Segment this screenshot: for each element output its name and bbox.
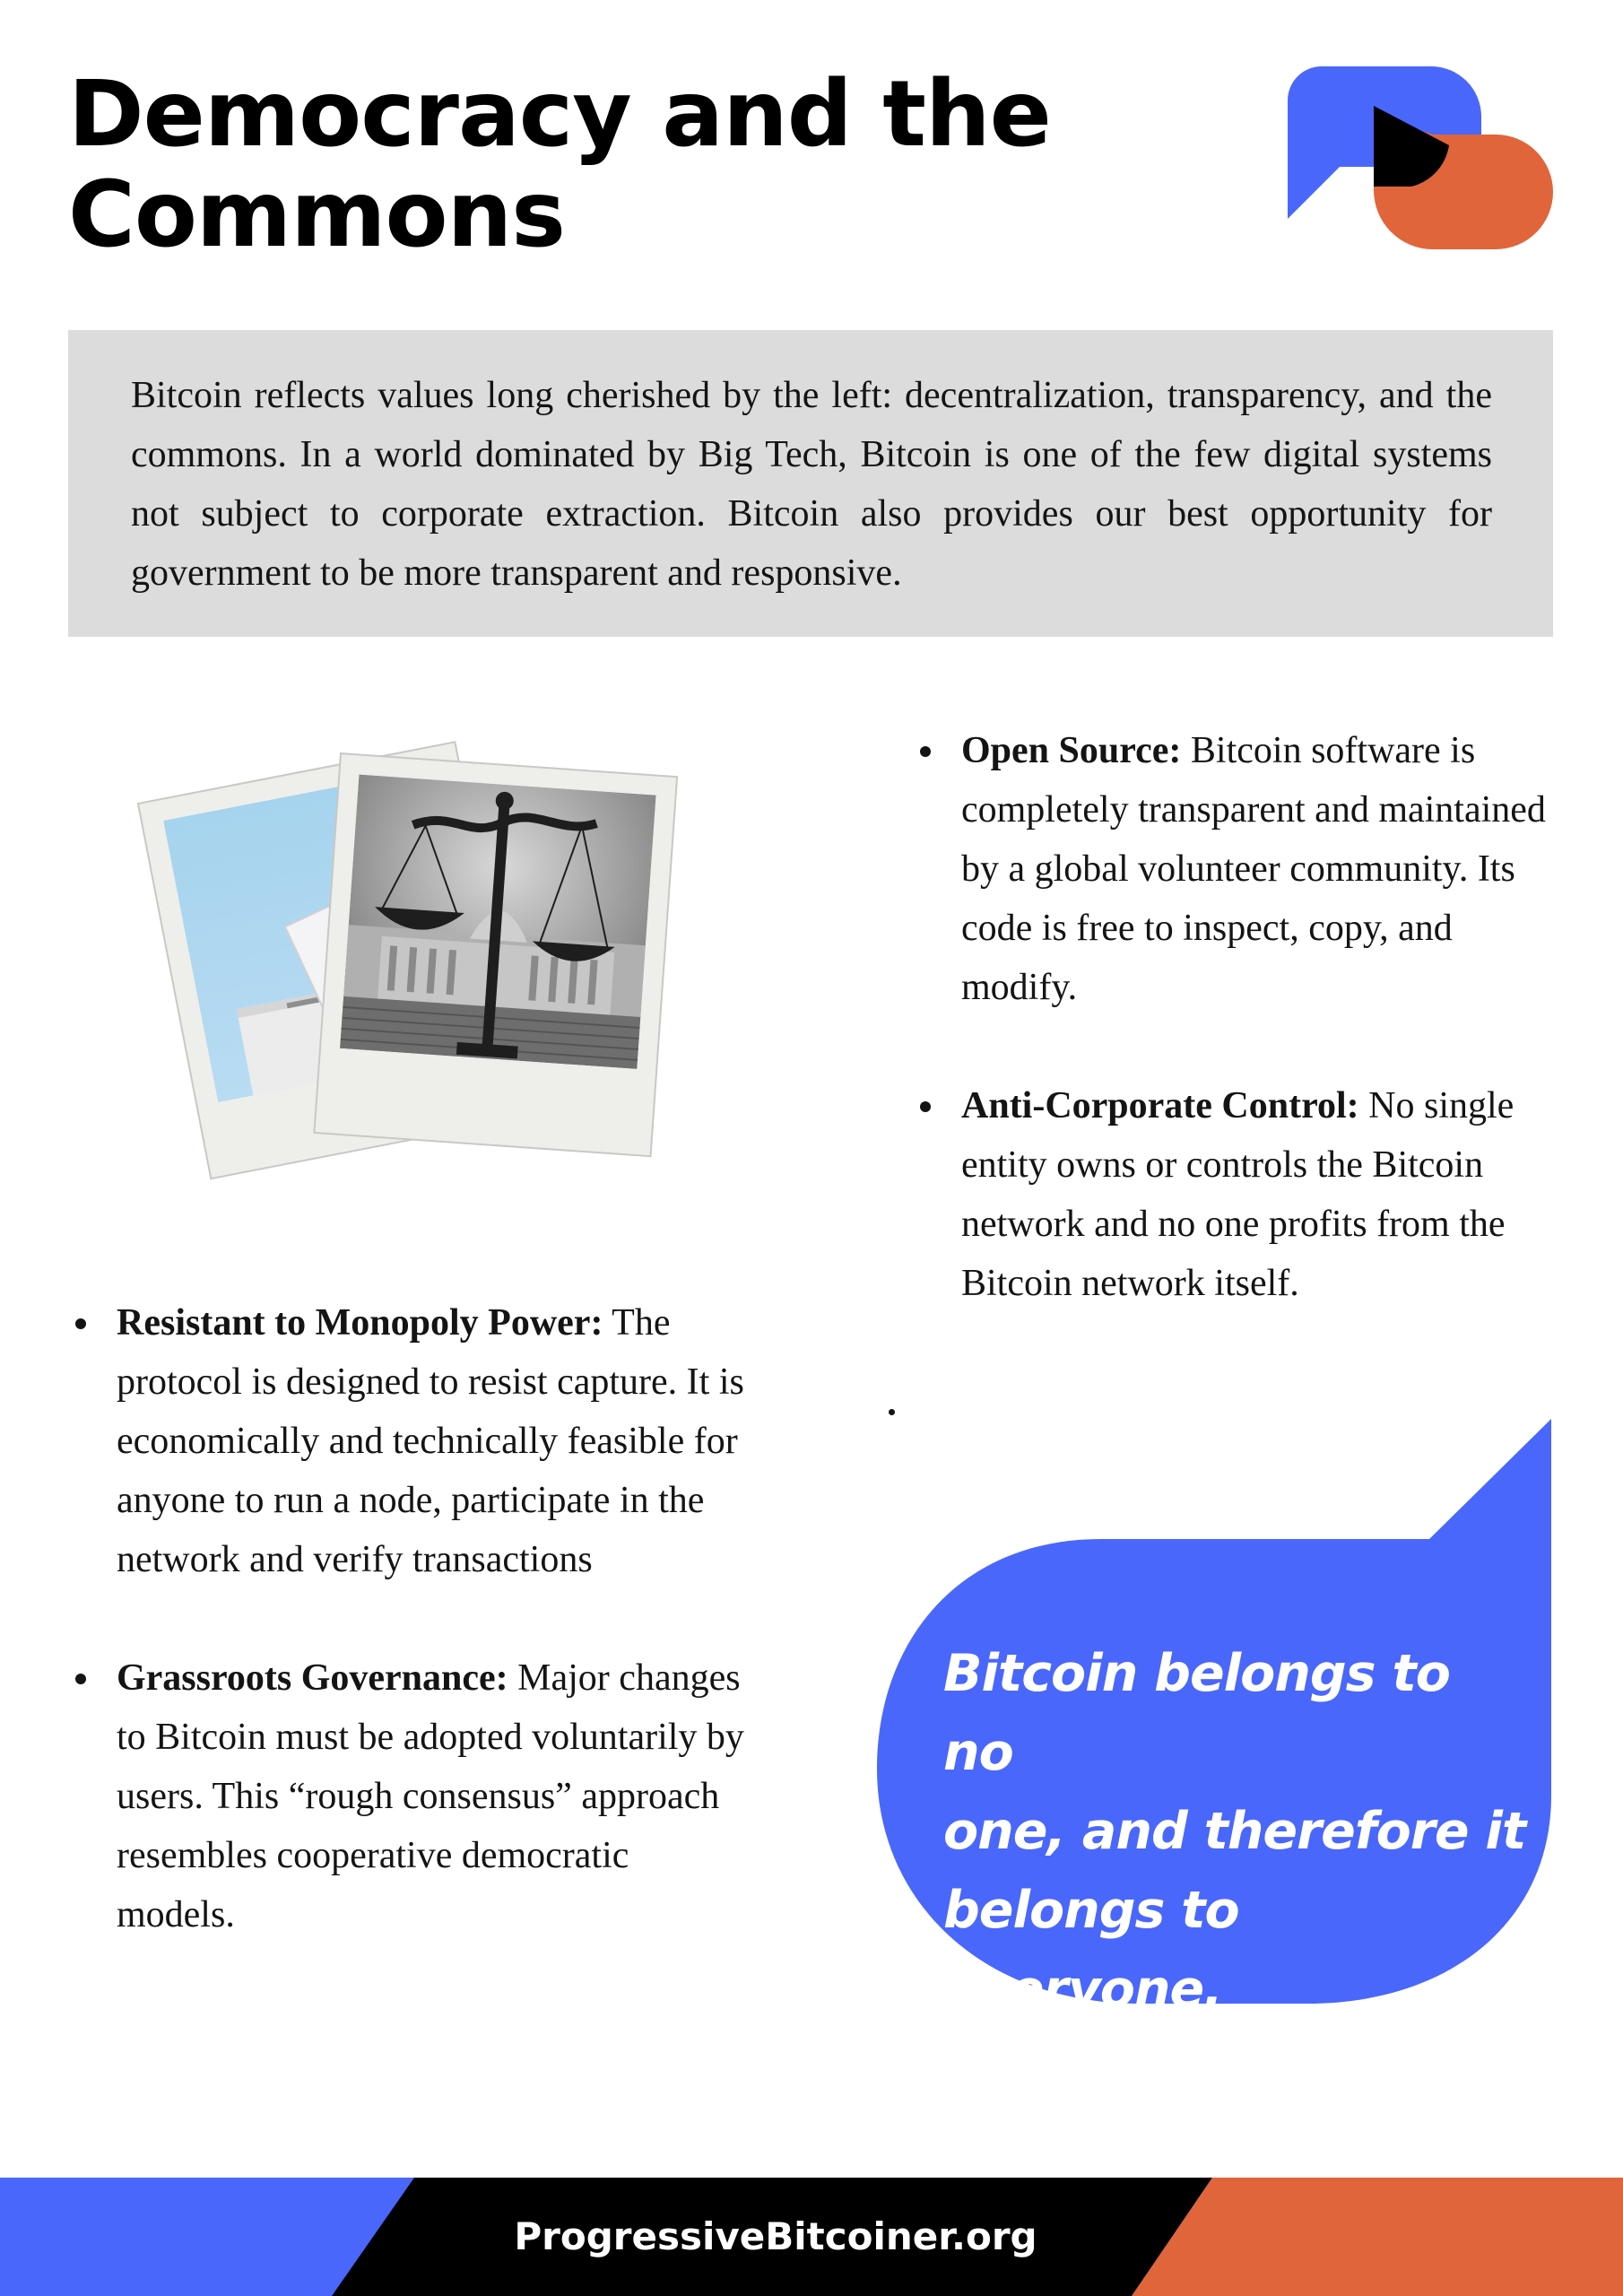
intro-text: Bitcoin reflects values long cherished by the left: decentralization, transparency, and the commons. In a world dominated by Big Tech, Bitcoin is one of the few digital systems not subject to corporate extraction. Bitcoin also provides our best opportunity for government to be more transparent and responsive.	[131, 375, 1492, 594]
intro-box	[68, 330, 1553, 637]
right-bullet-list	[913, 721, 1553, 1313]
photo-collage	[126, 718, 771, 1202]
title-line-2: Commons	[68, 161, 565, 268]
bullet-heading: Grassroots Governance:	[117, 1657, 508, 1699]
bullet-text: Bitcoin software is completely transparent and maintained by a global volunteer community. Its code is free to inspect, copy, and modify.	[961, 730, 1546, 1008]
bullet-heading: Resistant to Monopoly Power:	[117, 1302, 603, 1344]
scales-of-justice-capitol-photo	[314, 753, 677, 1156]
quote-line-3: belongs to everyone.	[943, 1881, 1239, 2019]
list-item	[913, 1076, 1553, 1313]
speech-bubbles-logo-icon	[1288, 66, 1553, 257]
page-title	[68, 61, 1051, 268]
left-bullet-list	[68, 1293, 750, 1944]
bullet-heading: Open Source:	[961, 730, 1182, 771]
pull-quote	[943, 1634, 1526, 2029]
bullet-heading: Anti-Corporate Control:	[961, 1085, 1359, 1126]
quote-line-1: Bitcoin belongs to no	[943, 1644, 1450, 1782]
list-item	[68, 1648, 750, 1944]
bullet-text: No single entity owns or controls the Bitcoin network and no one profits from the Bitcoin network itself.	[961, 1085, 1515, 1304]
bullet-text: Major changes to Bitcoin must be adopted voluntarily by users. This “rough consensus” approach resembles cooperative democratic models.	[117, 1657, 744, 1935]
footer-website-link[interactable]: ProgressiveBitcoiner.org	[514, 2214, 1037, 2258]
stray-dot-mark	[889, 1409, 895, 1415]
list-item	[913, 721, 1553, 1017]
title-line-1: Democracy and the	[68, 61, 1051, 168]
list-item	[68, 1293, 750, 1589]
bullet-text: The protocol is designed to resist capture. It is economically and technically feasible for anyone to run a node, participate in the network and verify transactions	[117, 1302, 744, 1580]
quote-line-2: one, and therefore it	[943, 1802, 1526, 1861]
